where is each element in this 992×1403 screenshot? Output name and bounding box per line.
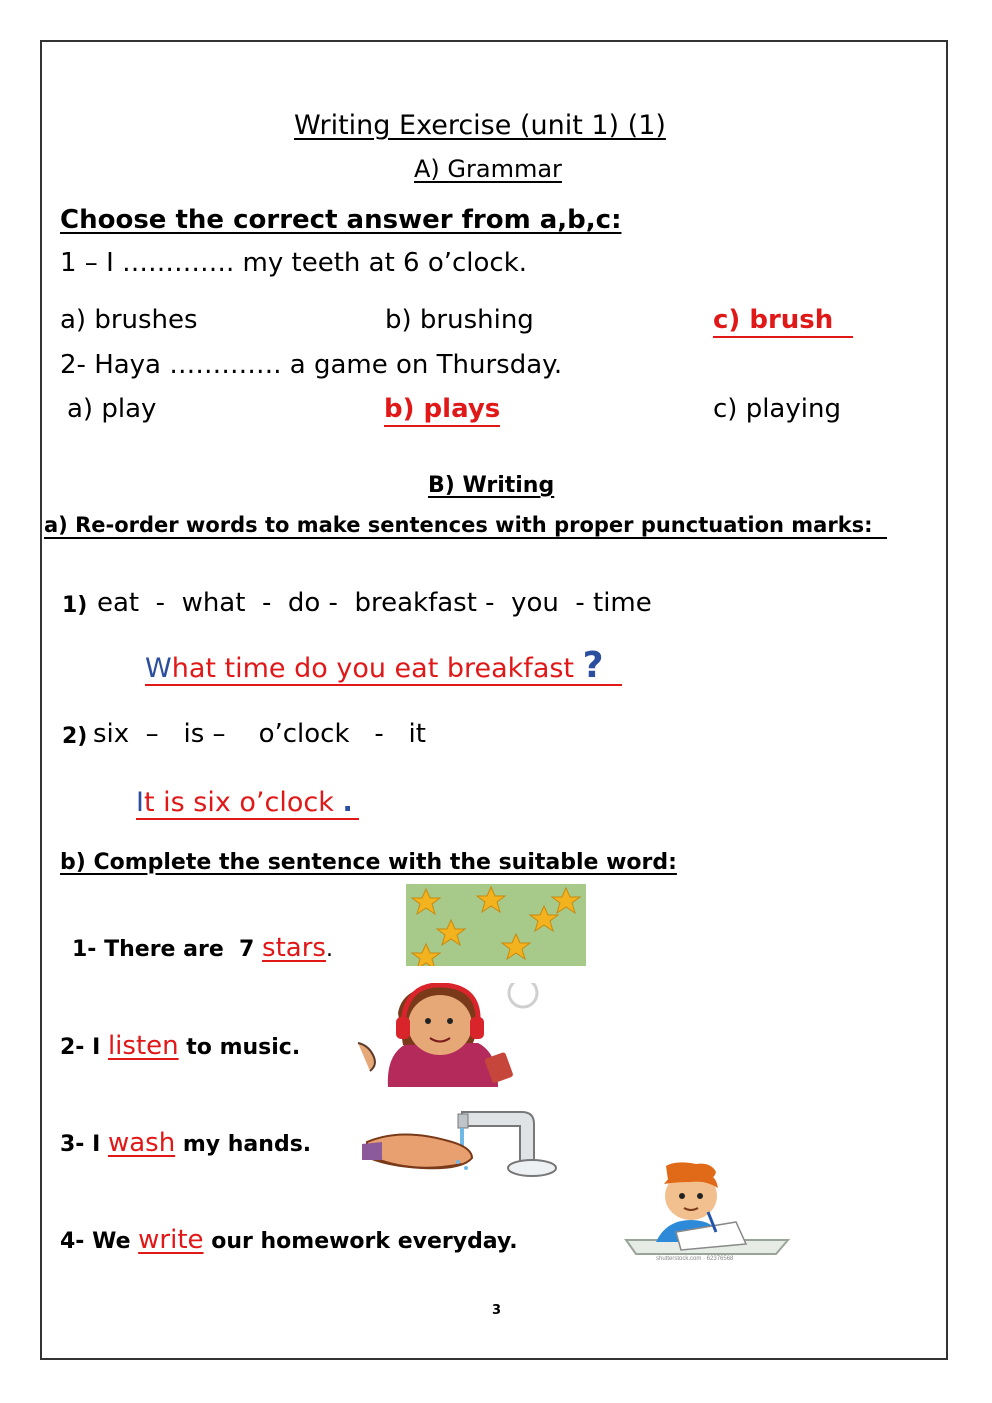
reorder-1-answer	[145, 645, 622, 686]
q2-option-b-answer: b) plays	[384, 394, 500, 427]
image-caption: shutterstock.com · 62376568	[656, 1256, 734, 1262]
complete-3-after: my hands.	[175, 1132, 312, 1157]
reorder-1-answer-capital: W	[145, 653, 172, 684]
section-b-heading: B) Writing	[428, 473, 555, 498]
complete-1	[72, 933, 333, 963]
reorder-2-answer	[136, 787, 359, 820]
girl-headphones-picture	[348, 983, 540, 1087]
complete-4-answer: write	[138, 1225, 204, 1255]
page-number: 3	[492, 1303, 502, 1318]
complete-3-before: 3- I	[60, 1132, 108, 1157]
reorder-2-answer-capital: I	[136, 787, 144, 818]
complete-2-before: 2- I	[60, 1035, 108, 1060]
q1-stem: 1 – I …………. my teeth at 6 o’clock.	[60, 248, 528, 278]
complete-1-after: .	[325, 937, 333, 962]
complete-2-after: to music.	[178, 1035, 301, 1060]
reorder-1-answer-text: hat time do you eat breakfast	[171, 653, 575, 684]
q2-stem: 2- Haya …………. a game on Thursday.	[60, 350, 563, 380]
reorder-2-words: six – is – o’clock - it	[93, 719, 426, 749]
complete-2	[60, 1031, 300, 1061]
reorder-instruction: a) Re-order words to make sentences with proper punctuation marks:	[44, 513, 887, 539]
section-a-heading: A) Grammar	[414, 155, 562, 183]
complete-4-before: 4- We	[60, 1229, 139, 1254]
q1-option-b: b) brushing	[385, 305, 534, 335]
complete-4	[60, 1225, 518, 1255]
washing-hands-picture	[362, 1102, 558, 1182]
complete-3-answer: wash	[107, 1128, 176, 1158]
complete-instruction: b) Complete the sentence with the suitable word:	[60, 850, 677, 875]
reorder-2-period: .	[342, 787, 353, 818]
q2-option-c: c) playing	[713, 394, 841, 424]
worksheet-title: Writing Exercise (unit 1) (1)	[294, 110, 666, 141]
complete-1-before: 1- There are 7	[72, 937, 263, 962]
q1-option-c-answer: c) brush	[713, 305, 853, 338]
complete-4-after: our homework everyday.	[203, 1229, 518, 1254]
grammar-instruction: Choose the correct answer from a,b,c:	[60, 205, 622, 235]
complete-2-answer: listen	[107, 1031, 179, 1061]
q2-option-a: a) play	[67, 394, 157, 424]
complete-3	[60, 1128, 311, 1158]
stars-picture	[406, 884, 586, 966]
boy-writing-picture	[616, 1162, 798, 1266]
reorder-1-question-mark: ?	[582, 645, 604, 686]
complete-1-answer: stars	[262, 933, 326, 963]
reorder-1-words: eat - what - do - breakfast - you - time	[97, 588, 652, 618]
reorder-1-number: 1)	[62, 593, 88, 618]
reorder-2-answer-text: t is six o’clock	[143, 787, 334, 818]
reorder-2-number: 2)	[62, 724, 88, 749]
q1-option-a: a) brushes	[60, 305, 198, 335]
